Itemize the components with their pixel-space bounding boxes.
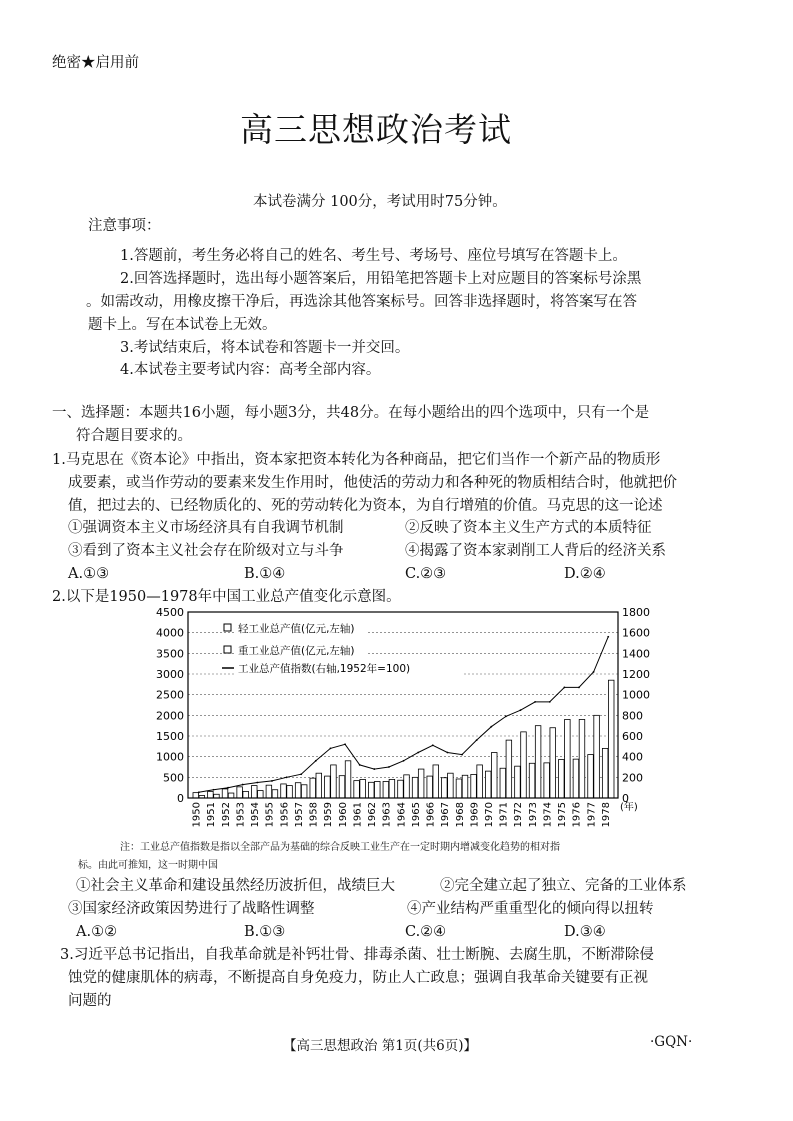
index-point [534, 701, 536, 703]
heavy-industry-bar [301, 785, 307, 798]
light-industry-bar [559, 760, 565, 798]
heavy-industry-bar [433, 765, 439, 798]
light-industry-bar [412, 777, 418, 798]
q1-statement: ③看到了资本主义社会存在阶级对立与斗争 [68, 543, 344, 559]
index-point [286, 776, 288, 778]
index-point [198, 791, 200, 793]
heavy-industry-bar [331, 765, 337, 798]
light-industry-bar [456, 779, 462, 798]
index-point [315, 760, 317, 762]
heavy-industry-bar [448, 773, 454, 798]
x-tick-label: 1974 [542, 802, 554, 828]
x-tick-label: 1963 [381, 802, 393, 828]
light-industry-bar [368, 782, 374, 798]
q2-option-d[interactable]: D.③④ [564, 924, 606, 940]
notice-item: 。如需改动，用橡皮擦干净后，再选涂其他答案标号。回答非选择题时，将答案写在答 [86, 294, 637, 310]
index-point [300, 773, 302, 775]
x-tick-label: 1952 [220, 802, 232, 828]
x-tick-label: 1969 [469, 802, 481, 828]
x-tick-label: 1977 [586, 802, 598, 828]
heavy-industry-bar [243, 791, 249, 798]
left-tick-label: 500 [163, 771, 184, 785]
left-tick-label: 2000 [156, 709, 184, 723]
heavy-industry-bar [521, 732, 527, 798]
x-tick-label: 1978 [600, 802, 612, 828]
x-tick-label: 1962 [367, 802, 379, 828]
right-tick-label: 400 [622, 750, 643, 764]
q1-option-b[interactable]: B.①④ [244, 566, 286, 582]
right-tick-label: 800 [622, 709, 643, 723]
light-industry-bar [193, 793, 199, 798]
notice-item: 1.答题前，考生务必将自己的姓名、考生号、考场号、座位号填写在答题卡上。 [120, 248, 627, 264]
heavy-industry-bar [258, 791, 264, 798]
light-industry-bar [237, 787, 243, 798]
right-tick-label: 1400 [622, 647, 650, 661]
heavy-industry-bar [550, 728, 556, 798]
x-tick-label: 1955 [264, 802, 276, 828]
index-point [373, 768, 375, 770]
light-industry-bar [208, 791, 214, 798]
x-tick-label: 1975 [557, 802, 569, 828]
index-point [578, 687, 580, 689]
heavy-industry-bar [579, 719, 585, 798]
q2-statement: ④产业结构严重重型化的倾向得以扭转 [407, 901, 654, 917]
heavy-industry-bar [389, 779, 395, 798]
q2-option-b[interactable]: B.①③ [244, 924, 286, 940]
right-tick-label: 1000 [622, 688, 650, 702]
x-tick-label: 1967 [440, 802, 452, 828]
right-tick-label: 600 [622, 730, 643, 743]
index-point [256, 782, 258, 784]
heavy-industry-bar [491, 753, 497, 798]
index-point [476, 739, 478, 741]
x-tick-label: 1961 [352, 802, 364, 828]
x-tick-label: 1968 [454, 802, 466, 828]
heavy-industry-bar [565, 719, 571, 798]
heavy-industry-bar [375, 781, 381, 798]
heavy-industry-bar [418, 769, 424, 798]
light-industry-bar [544, 763, 550, 798]
page-title: 高三思想政治考试 [240, 110, 512, 149]
light-industry-bar [500, 768, 506, 798]
page-footer: 【高三思想政治 第1页(共6页)】 [283, 1038, 478, 1054]
heavy-industry-bar [608, 680, 614, 798]
legend-label: 重工业总产值(亿元,左轴) [238, 645, 355, 657]
question-3-text: 蚀党的健康肌体的病毒，不断提高自身免疫力，防止人亡政息；强调自我革命关键要有正视 [68, 970, 648, 986]
heavy-industry-bar [506, 740, 512, 798]
light-industry-bar [310, 778, 316, 798]
left-tick-label: 3500 [156, 647, 184, 661]
chart-note: 注：工业总产值指数是指以全部产品为基础的综合反映工业生产在一定时期内增减变化趋势的相对指 [120, 842, 560, 853]
heavy-industry-bar [345, 761, 351, 798]
x-tick-label: 1971 [498, 802, 510, 828]
x-unit-label: (年) [620, 802, 638, 813]
heavy-industry-bar [272, 790, 278, 798]
x-tick-label: 1959 [323, 802, 335, 828]
light-industry-bar [251, 786, 257, 798]
light-industry-bar [354, 781, 360, 798]
index-point [505, 715, 507, 717]
light-industry-bar [266, 785, 272, 798]
x-tick-label: 1950 [191, 802, 203, 828]
index-point [344, 743, 346, 745]
index-point [490, 726, 492, 728]
index-point [213, 789, 215, 791]
index-point [607, 636, 609, 638]
light-industry-bar [515, 766, 521, 798]
heavy-industry-bar [477, 765, 483, 798]
notice-item: 3.考试结束后，将本试卷和答题卡一并交回。 [120, 340, 410, 356]
q1-option-a[interactable]: A.①③ [68, 566, 110, 582]
x-tick-label: 1960 [337, 802, 349, 828]
light-industry-bar [383, 781, 389, 798]
light-industry-bar [588, 755, 594, 798]
index-point [461, 754, 463, 756]
light-industry-bar [295, 783, 301, 798]
index-point [403, 760, 405, 762]
secret-mark: 绝密★启用前 [52, 55, 139, 71]
left-tick-label: 1500 [156, 730, 184, 743]
x-tick-label: 1956 [279, 802, 291, 828]
x-tick-label: 1970 [483, 802, 495, 828]
x-tick-label: 1966 [425, 802, 437, 828]
x-tick-label: 1958 [308, 802, 320, 828]
legend-label: 工业总产值指数(右轴,1952年=100) [238, 663, 411, 675]
index-point [593, 671, 595, 673]
notice-item: 2.回答选择题时，选出每小题答案后，用铅笔把答题卡上对应题目的答案标号涂黑 [120, 271, 642, 287]
light-industry-bar [427, 776, 433, 798]
right-tick-label: 0 [622, 792, 629, 805]
x-tick-label: 1965 [410, 802, 422, 828]
q2-statement: ③国家经济政策因势进行了战略性调整 [68, 901, 315, 917]
left-tick-label: 4500 [156, 606, 184, 619]
index-point [271, 780, 273, 782]
light-industry-bar [222, 789, 228, 798]
legend-label: 轻工业总产值(亿元,左轴) [238, 623, 355, 635]
legend-swatch-heavy [224, 646, 231, 653]
left-tick-label: 4000 [156, 626, 184, 640]
x-tick-label: 1976 [571, 802, 583, 828]
q1-option-c[interactable]: C.②③ [405, 566, 447, 582]
heavy-industry-bar [316, 773, 322, 798]
q1-option-d[interactable]: D.②④ [564, 566, 606, 582]
industrial-output-chart [140, 604, 660, 839]
index-point [388, 766, 390, 768]
index-point [417, 752, 419, 754]
index-point [549, 701, 551, 703]
x-tick-label: 1972 [513, 802, 525, 828]
heavy-industry-bar [535, 726, 541, 798]
index-point [520, 709, 522, 711]
q2-statement: ②完全建立起了独立、完备的工业体系 [440, 878, 687, 894]
light-industry-bar [573, 759, 579, 798]
left-tick-label: 0 [177, 792, 184, 805]
question-3-text: 问题的 [68, 993, 112, 1009]
index-point [330, 748, 332, 750]
footer-code: ·GQN· [650, 1034, 693, 1050]
heavy-industry-bar [462, 775, 468, 798]
light-industry-bar [485, 771, 491, 798]
question-2-intro: 2.以下是1950—1978年中国工业总产值变化示意图。 [52, 589, 401, 605]
x-tick-label: 1957 [293, 802, 305, 828]
q1-statement: ②反映了资本主义生产方式的本质特征 [405, 520, 652, 536]
x-tick-label: 1954 [250, 802, 262, 828]
right-tick-label: 1200 [622, 668, 650, 681]
q1-statement: ①强调资本主义市场经济具有自我调节机制 [68, 520, 344, 536]
legend-swatch-light [224, 624, 231, 631]
right-tick-label: 1600 [622, 626, 650, 640]
chart-note-cont: 标。由此可推知，这一时期中国 [78, 860, 218, 871]
q1-statement: ④揭露了资本家剥削工人背后的经济关系 [405, 543, 666, 559]
light-industry-bar [602, 748, 608, 798]
heavy-industry-bar [360, 779, 366, 798]
heavy-industry-bar [404, 775, 410, 798]
notice-item: 4.本试卷主要考试内容：高考全部内容。 [120, 362, 381, 378]
question-1-text: 1.马克思在《资本论》中指出，资本家把资本转化为各种商品，把它们当作一个新产品的物质形 [52, 452, 661, 468]
x-tick-label: 1951 [206, 802, 218, 828]
index-point [563, 687, 565, 689]
light-industry-bar [442, 778, 448, 798]
heavy-industry-bar [594, 715, 600, 798]
x-tick-label: 1953 [235, 802, 247, 828]
left-tick-label: 1000 [156, 750, 184, 764]
question-1-text: 值，把过去的、已经物质化的、死的劳动转化为资本，为自行增殖的价值。马克思的这一论述 [68, 498, 663, 514]
light-industry-bar [398, 780, 404, 798]
left-tick-label: 2500 [156, 688, 184, 702]
x-tick-label: 1973 [527, 802, 539, 828]
chart-bars [193, 680, 614, 798]
index-point [359, 764, 361, 766]
heavy-industry-bar [228, 793, 234, 798]
index-point [227, 787, 229, 789]
q2-statement: ①社会主义革命和建设虽然经历波折但，战绩巨大 [76, 878, 395, 894]
index-point [242, 784, 244, 786]
section-heading-cont: 符合题目要求的。 [76, 428, 192, 444]
light-industry-bar [471, 774, 477, 798]
q2-option-c[interactable]: C.②④ [405, 924, 447, 940]
right-tick-label: 200 [622, 771, 643, 785]
q2-option-a[interactable]: A.①② [76, 924, 118, 940]
light-industry-bar [325, 776, 331, 798]
notice-heading: 注意事项： [88, 218, 161, 234]
chart-legend [222, 621, 464, 675]
question-1-text: 成要素，或当作劳动的要素来发生作用时，他使活的劳动力和各种死的物质相结合时，他就把价 [68, 475, 677, 491]
question-3-text: 3.习近平总书记指出，自我革命就是补钙壮骨、排毒杀菌、壮士断腕、去腐生肌，不断滞除侵 [60, 947, 654, 963]
light-industry-bar [339, 776, 345, 798]
section-heading: 一、选择题：本题共16小题，每小题3分，共48分。在每小题给出的四个选项中，只有一个是 [52, 405, 650, 421]
light-industry-bar [281, 784, 287, 798]
heavy-industry-bar [287, 786, 293, 798]
light-industry-bar [529, 763, 535, 798]
exam-subtitle: 本试卷满分 100分，考试用时75分钟。 [253, 194, 507, 210]
notice-item: 题卡上。写在本试卷上无效。 [88, 317, 277, 333]
right-tick-label: 1800 [622, 606, 650, 619]
index-point [447, 752, 449, 754]
left-tick-label: 3000 [156, 668, 184, 681]
x-tick-label: 1964 [396, 802, 408, 828]
index-point [432, 744, 434, 746]
